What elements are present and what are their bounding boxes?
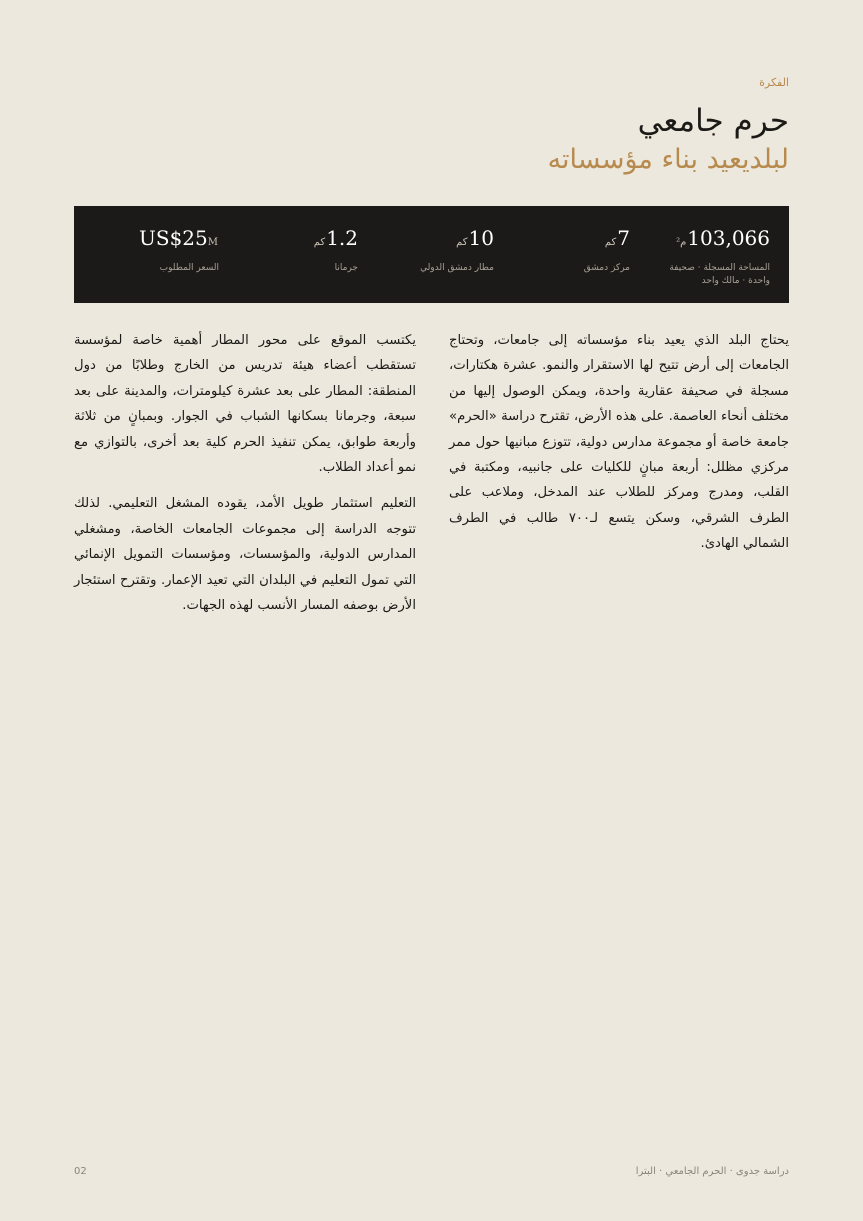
body-paragraph: التعليم استثمار طويل الأمد، يقوده المشغل التعليمي. لذلك تتوجه الدراسة إلى مجموعات الجامعات الخاصة، ومشغلي المدارس الدولية، والمؤسسات، ومؤسسات التمويل الإنمائي التي تمول التعليم في البلدان التي تعيد الإعمار. وتقترح استئجار الأرض بوصفه المسار الأنسب لهذه الجهات. (74, 496, 416, 614)
stat-unit: م² (676, 237, 687, 248)
body-paragraph: يكتسب الموقع على محور المطار أهمية خاصة لمؤسسة تستقطب أعضاء هيئة تدريس من الخارج وطلابًا من دول المنطقة: المطار على بعد عشرة كيلومترات، والمدينة على بعد سبعة، وجرمانا بسكانها الشباب في الجوار. وبمبانٍ من ثلاثة وأربعة طوابق، يمكن تنفيذ الحرم كلية بعد أخرى، بالتوازي مع نمو أعداد الطلاب. (74, 333, 416, 476)
stat-asking-price (99, 226, 219, 275)
stat-label: مطار دمشق الدولي (420, 263, 494, 273)
stat-value: 10كم (456, 226, 494, 250)
stat-jaramana (268, 226, 358, 275)
body-column-right (449, 328, 789, 557)
section-label: الفكرة (759, 76, 789, 89)
page-subtitle: لبلديعيد بناء مؤسساته (547, 144, 789, 175)
stat-value: US$25M (139, 226, 218, 250)
stat-label: السعر المطلوب (159, 263, 219, 273)
stat-unit: كم (456, 237, 468, 248)
stat-label: مركز دمشق (583, 263, 630, 273)
stat-registered-area (652, 226, 770, 288)
stat-label: جرمانا (334, 263, 358, 273)
body-column-left (74, 328, 416, 629)
stat-label: المساحة المسجلة · صحيفة واحدة · مالك واحد (669, 263, 770, 286)
stat-airport (384, 226, 494, 275)
stat-damascus-center (560, 226, 630, 275)
stat-unit: كم (604, 237, 617, 248)
stat-unit: كم (313, 237, 326, 248)
page-title: حرم جامعي (637, 103, 789, 139)
footer-page-number: 02 (74, 1166, 87, 1177)
footer-document-title: دراسة جدوى · الحرم الجامعي · البترا (635, 1166, 789, 1177)
stats-bar (74, 206, 789, 303)
stat-value: 1.2كم (313, 226, 358, 250)
stat-value: 7كم (604, 226, 630, 250)
body-paragraph: يحتاج البلد الذي يعيد بناء مؤسساته إلى جامعات، وتحتاج الجامعات إلى أرض تتيح لها الاستقرار والنمو. عشرة هكتارات، مسجلة في صحيفة عقارية واحدة، ويمكن الوصول إليها من مختلف أنحاء العاصمة. على هذه الأرض، تقترح دراسة «الحرم» جامعة خاصة أو مجموعة مدارس دولية، تتوزع مبانيها حول ممر مركزي مظلل: أربعة مبانٍ للكليات على جانبيه، ومكتبة في القلب، ومدرج ومركز للطلاب عند المدخل، وملاعب على الطرف الشرقي، وسكن يتسع لـ٧٠٠ طالب في الطرف الشمالي الهادئ. (449, 333, 789, 552)
stat-value: 103,066م² (676, 226, 770, 250)
stat-unit: M (207, 237, 218, 248)
